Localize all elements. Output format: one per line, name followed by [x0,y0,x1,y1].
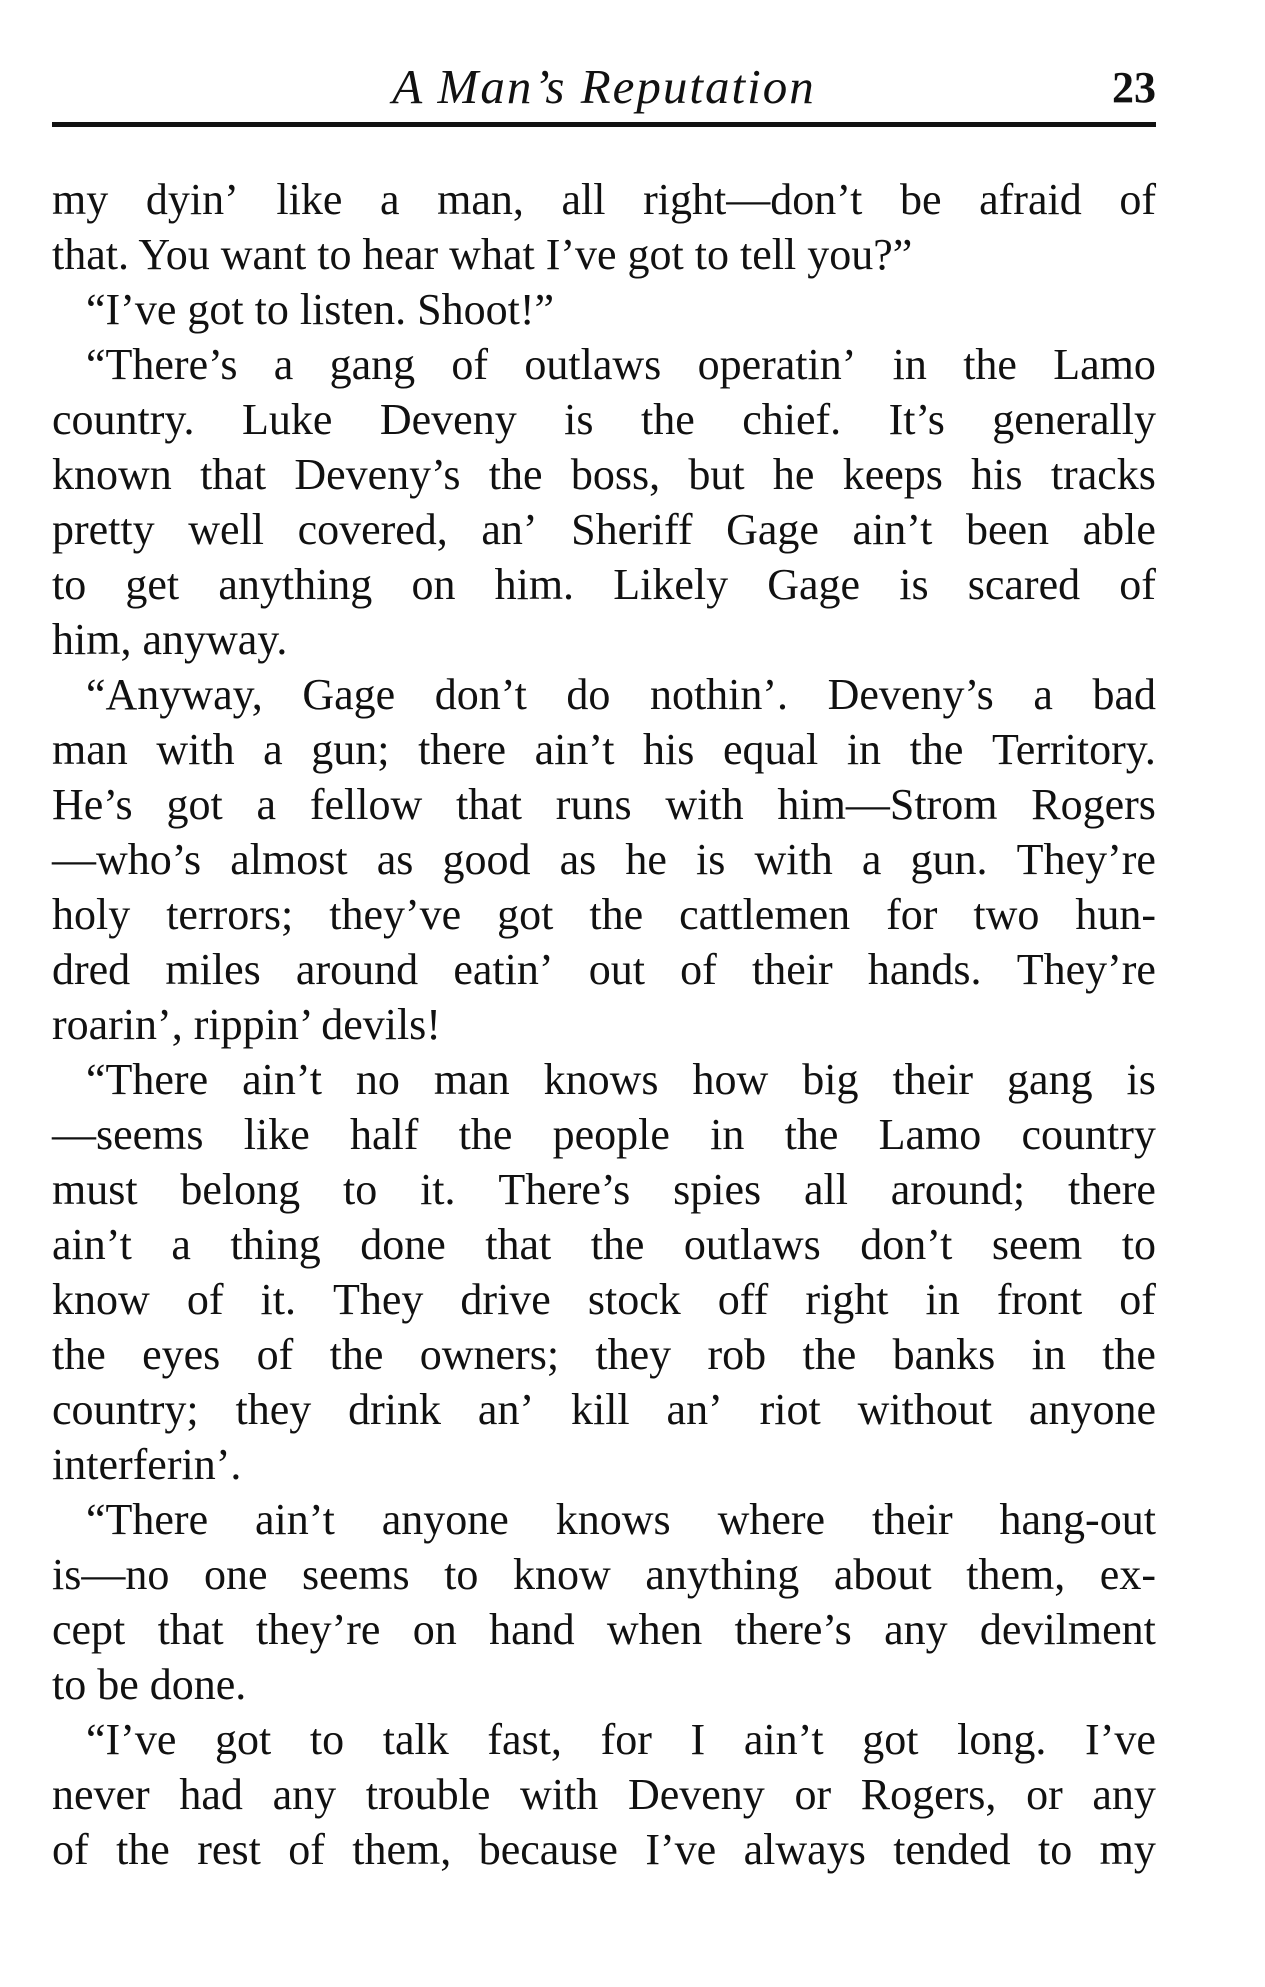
word: don’t [434,670,527,719]
text-line [52,1217,1156,1272]
word: boss, [570,450,661,499]
word: their [892,1055,974,1104]
word: knows [555,1495,671,1544]
word: talk [382,1715,449,1764]
word: half [349,1110,419,1159]
text-line [52,777,1156,832]
word: outlaws [524,340,662,389]
word: to [444,1550,479,1599]
word: my [52,175,109,224]
word: got [215,1715,272,1764]
word: hun- [1075,890,1156,939]
word: of [288,1825,325,1874]
word: the [329,1330,384,1379]
word: of [52,1825,89,1874]
word: long. [957,1715,1047,1764]
word: “Anyway, [86,670,263,719]
word: the [963,340,1017,389]
word: two [973,890,1040,939]
word: dred [52,945,131,994]
word: Deveny’s [294,450,461,499]
word: the [488,450,543,499]
word: gang [1007,1055,1093,1104]
text-line [52,667,1156,722]
word: is [1126,1055,1156,1104]
word: Gage [302,670,396,719]
word: had [179,1770,243,1819]
word: Lamo [1053,340,1156,389]
word: I [690,1715,706,1764]
word: Likely [613,560,729,609]
word: hang-out [999,1495,1156,1544]
text-line [52,1327,1156,1382]
word: seem [991,1220,1083,1269]
word: one [203,1550,268,1599]
word: like [243,1110,310,1159]
word: there’s [734,1605,852,1654]
word: It’s [888,395,945,444]
word: a [1033,670,1053,719]
word: bad [1092,670,1156,719]
word: rest [197,1825,261,1874]
word: or [794,1770,832,1819]
word: thing [230,1220,321,1269]
word: as [559,835,597,884]
word: to [52,560,87,609]
word: knows [543,1055,659,1104]
page-number: 23 [1112,63,1156,112]
word: There’s [498,1165,631,1214]
word: always [743,1825,866,1874]
word: front [996,1275,1083,1324]
word: that [456,780,522,829]
word: in [892,340,927,389]
word: He’s [52,780,133,829]
word: a [379,175,400,224]
word: anyone [381,1495,509,1544]
word: I’ve [645,1825,717,1874]
text-line [52,1162,1156,1217]
word: kill [570,1385,630,1434]
word: the [784,1110,839,1159]
word: when [606,1605,703,1654]
text-line [52,1107,1156,1162]
header-rule [52,122,1156,127]
word: of [186,1275,224,1324]
word: Rogers [1031,780,1156,829]
word: country. [52,395,195,444]
word: the [1102,1330,1156,1379]
word: of [1119,1275,1156,1324]
word: riot [759,1385,821,1434]
word: nothin’. [649,670,789,719]
word: country; [52,1385,199,1434]
word: man, [437,175,524,224]
text-line [52,1767,1156,1822]
text-line: that. You want to hear what I’ve got to tell you?” [52,230,913,279]
word: a [256,780,277,829]
word: a [861,835,882,884]
word: tracks [1050,450,1156,499]
word: good [442,835,531,884]
word: do [566,670,611,719]
word: the [909,725,964,774]
word: eyes [142,1330,221,1379]
word: been [965,505,1050,554]
word: as [376,835,414,884]
word: eatin’ [453,945,554,994]
word: a [171,1220,191,1269]
word: got [862,1715,919,1764]
word: them, [352,1825,452,1874]
word: ain’t [852,505,933,554]
word: is [564,395,594,444]
word: known [52,450,172,499]
text-line [52,1822,1156,1877]
word: any [884,1605,948,1654]
word: of [1119,560,1156,609]
word: covered, [297,505,448,554]
word: runs [555,780,632,829]
word: keeps [842,450,943,499]
word: to [1037,1825,1073,1874]
word: They’re [1016,835,1156,884]
word: an’ [481,505,538,554]
text-line [52,1547,1156,1602]
word: of [451,340,489,389]
word: an’ [477,1385,535,1434]
word: —seems [52,1110,204,1159]
word: for [886,890,938,939]
running-title: A Man’s Reputation [392,59,816,114]
word: a [263,725,283,774]
word: of [680,945,717,994]
word: pretty [52,505,155,554]
word: must [52,1165,138,1214]
word: without [857,1385,993,1434]
text-line [52,722,1156,777]
text-line [52,1382,1156,1437]
word: they’ve [329,890,462,939]
text-line: interferin’. [52,1440,242,1489]
word: where [717,1495,826,1544]
word: They’re [1016,945,1156,994]
word: an’ [666,1385,723,1434]
word: to [309,1715,345,1764]
word: ain’t [242,1055,322,1104]
word: generally [992,395,1156,444]
word: Rogers, [860,1770,997,1819]
word: get [125,560,180,609]
word: outlaws [683,1220,821,1269]
word: Lamo [878,1110,982,1159]
word: around; [890,1165,1026,1214]
word: dyin’ [145,175,239,224]
word: with [665,780,744,829]
text-line [52,447,1156,502]
text-line [52,832,1156,887]
word: any [1092,1770,1156,1819]
word: seems [302,1550,410,1599]
word: anyone [1028,1385,1156,1434]
word: almost [230,835,348,884]
word: there [418,725,507,774]
word: in [1031,1330,1066,1379]
word: them, [966,1550,1066,1599]
word: in [710,1110,745,1159]
word: right—don’t [643,175,863,224]
word: gun. [910,835,988,884]
text-line [52,337,1156,392]
word: they’re [255,1605,381,1654]
word: don’t [860,1220,953,1269]
word: man [52,725,128,774]
word: is—no [52,1550,170,1599]
word: on [412,1605,457,1654]
word: Territory. [991,725,1156,774]
word: big [802,1055,859,1104]
text-line [52,1272,1156,1327]
word: operatin’ [697,340,857,389]
word: hands. [867,945,982,994]
text-line [52,1602,1156,1657]
word: no [355,1055,400,1104]
word: holy [52,890,131,939]
word: to [1121,1220,1156,1269]
word: about [833,1550,932,1599]
word: terrors; [166,890,294,939]
word: know [512,1550,611,1599]
word: the [458,1110,513,1159]
word: of [1119,175,1156,224]
text-line: “I’ve got to listen. Shoot!” [86,285,555,334]
word: “There [86,1055,209,1104]
word: spies [673,1165,762,1214]
word: him—Strom [777,780,998,829]
text-line [52,557,1156,612]
word: gun; [311,725,390,774]
word: with [754,835,833,884]
text-line: roarin’, rippin’ devils! [52,1000,441,1049]
word: he [625,835,667,884]
word: because [478,1825,618,1874]
word: scared [967,560,1081,609]
word: to [343,1165,378,1214]
word: gang [329,340,416,389]
word: cept [52,1605,126,1654]
word: all [561,175,606,224]
word: of [256,1330,294,1379]
word: know [52,1275,150,1324]
word: that [485,1220,552,1269]
word: it. [260,1275,296,1324]
word: tended [893,1825,1011,1874]
word: ain’t [743,1715,824,1764]
word: it. [420,1165,456,1214]
word: in [846,725,882,774]
word: —who’s [52,835,202,884]
text-line [52,887,1156,942]
word: country [1021,1110,1156,1159]
text-line: him, anyway. [52,615,288,664]
word: they [235,1385,312,1434]
running-header [52,52,1156,128]
word: fast, [487,1715,562,1764]
word: miles [165,945,261,994]
word: there [1067,1165,1156,1214]
word: or [1026,1770,1063,1819]
word: got [166,780,223,829]
word: around [295,945,419,994]
word: well [188,505,264,554]
word: be [899,175,942,224]
text-line: to be done. [52,1660,247,1709]
text-line [52,1052,1156,1107]
word: ain’t [52,1220,132,1269]
word: his [971,450,1023,499]
word: chief. [742,395,842,444]
word: him. [494,560,575,609]
word: they [595,1330,672,1379]
word: able [1082,505,1156,554]
word: belong [180,1165,301,1214]
word: Luke [242,395,333,444]
word: with [156,725,235,774]
word: is [899,560,929,609]
word: rob [707,1330,767,1379]
word: the [52,1330,106,1379]
word: “There [86,1495,209,1544]
word: Gage [767,560,861,609]
word: hand [489,1605,575,1654]
word: Gage [726,505,819,554]
word: with [520,1770,599,1819]
word: ex- [1099,1550,1156,1599]
word: “There’s [86,340,238,389]
word: people [552,1110,670,1159]
word: anything [645,1550,800,1599]
body-text [52,172,1156,1877]
word: drive [460,1275,551,1324]
word: drink [348,1385,442,1434]
word: devilment [979,1605,1156,1654]
word: that [200,450,267,499]
word: their [871,1495,953,1544]
word: is [696,835,726,884]
word: off [717,1275,769,1324]
word: They [332,1275,424,1324]
word: ain’t [534,725,615,774]
text-line [52,942,1156,997]
word: for [600,1715,652,1764]
word: the [802,1330,857,1379]
word: got [497,890,554,939]
text-line [52,1712,1156,1767]
word: he [772,450,815,499]
word: how [692,1055,769,1104]
word: I’ve [1085,1715,1156,1764]
word: done [360,1220,446,1269]
word: Deveny’s [827,670,994,719]
word: man [433,1055,510,1104]
word: any [272,1770,337,1819]
word: Deveny [627,1770,765,1819]
word: trouble [365,1770,491,1819]
text-line [52,392,1156,447]
word: owners; [419,1330,560,1379]
word: Deveny [379,395,517,444]
word: a [273,340,294,389]
text-line [52,502,1156,557]
text-line [52,172,1156,227]
word: like [276,175,343,224]
word: the [589,890,644,939]
word: out [588,945,645,994]
word: in [925,1275,960,1324]
word: “I’ve [86,1715,177,1764]
word: afraid [979,175,1082,224]
word: never [52,1770,150,1819]
word: ain’t [255,1495,335,1544]
word: cattlemen [679,890,851,939]
word: Sheriff [571,505,693,554]
word: equal [722,725,819,774]
word: banks [892,1330,996,1379]
word: the [116,1825,170,1874]
word: the [590,1220,645,1269]
word: anything [218,560,373,609]
word: my [1099,1825,1156,1874]
word: on [411,560,456,609]
word: their [751,945,833,994]
word: right [805,1275,889,1324]
word: but [688,450,745,499]
word: that [157,1605,224,1654]
word: fellow [309,780,423,829]
word: the [640,395,695,444]
word: all [803,1165,848,1214]
text-line [52,1492,1156,1547]
word: his [643,725,695,774]
word: stock [587,1275,681,1324]
